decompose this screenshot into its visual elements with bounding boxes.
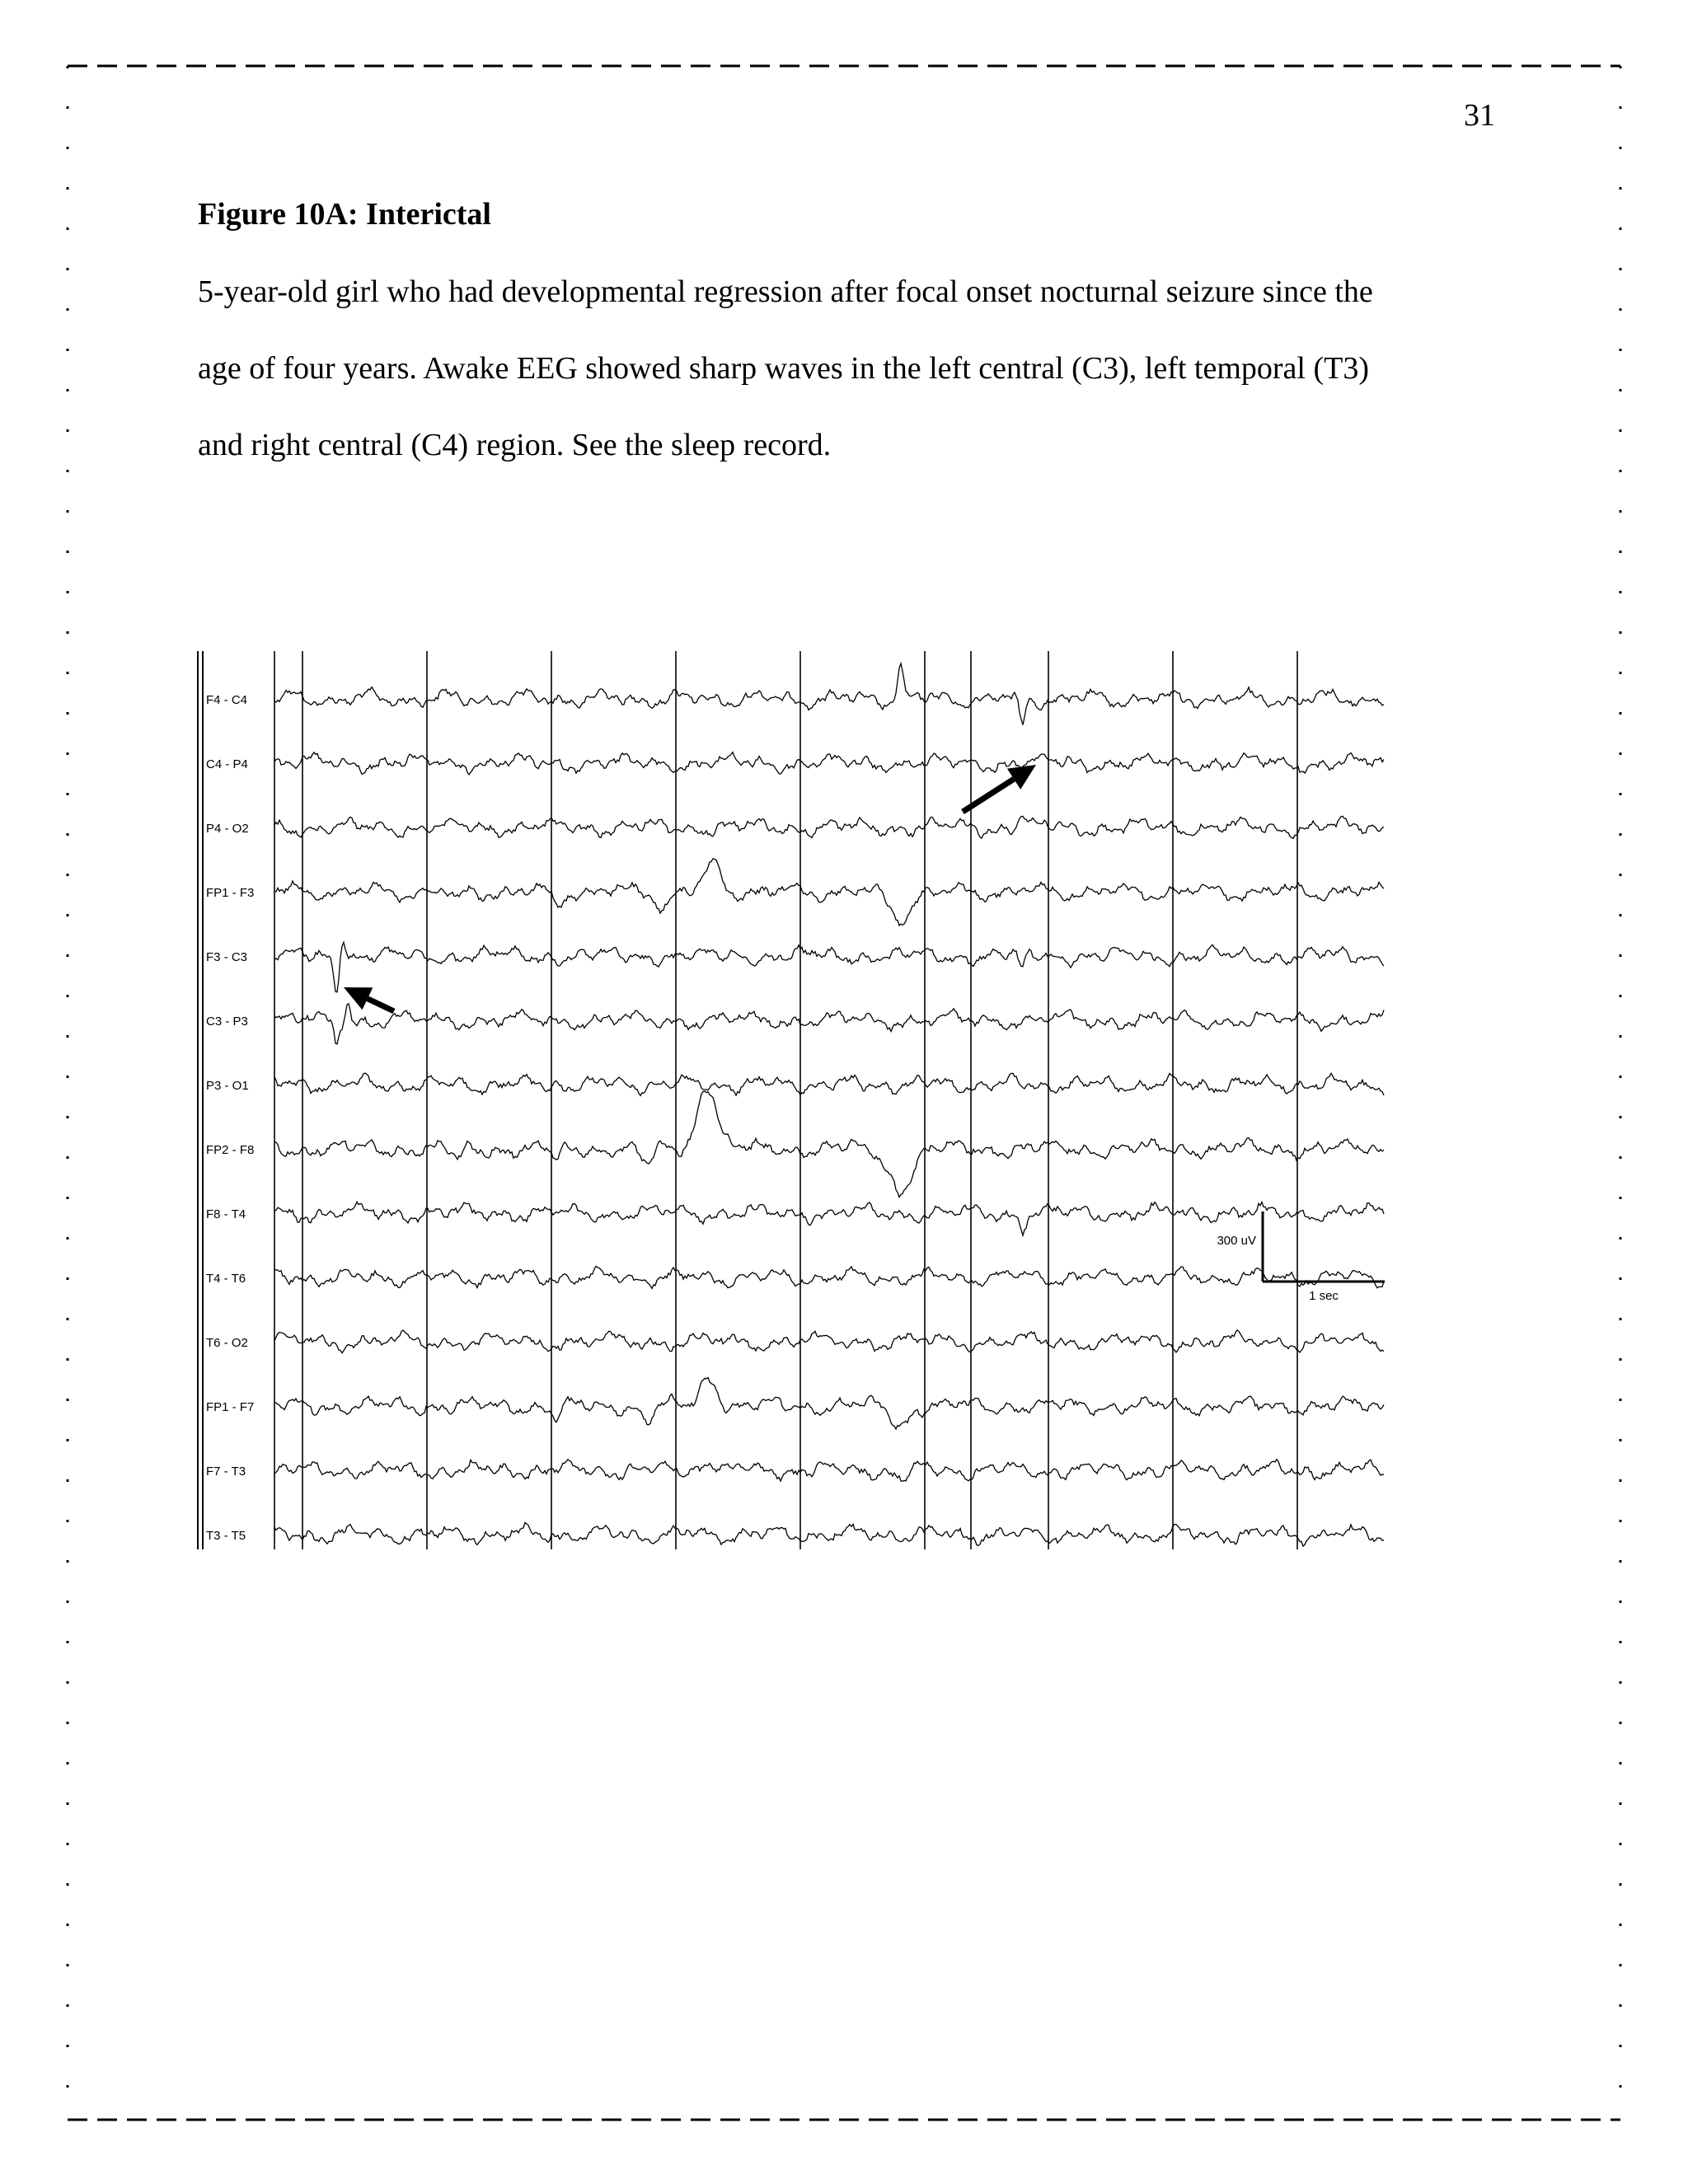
eeg-channel-label: FP2 - F8 bbox=[206, 1143, 255, 1157]
caption-line-3: and right central (C4) region. See the sleep record. bbox=[198, 428, 832, 462]
eeg-trace bbox=[274, 942, 1384, 992]
eeg-channel-labels bbox=[206, 693, 254, 1543]
arrow-icon bbox=[368, 999, 394, 1011]
eeg-channel-label: F7 - T3 bbox=[206, 1465, 246, 1479]
eeg-gridlines bbox=[198, 651, 1297, 1549]
eeg-trace bbox=[274, 1091, 1384, 1197]
eeg-traces bbox=[274, 663, 1384, 1546]
eeg-channel-label: C3 - P3 bbox=[206, 1015, 248, 1029]
eeg-trace bbox=[274, 1460, 1384, 1482]
eeg-trace bbox=[274, 1378, 1384, 1430]
eeg-trace bbox=[274, 663, 1384, 725]
eeg-channel-label: F4 - C4 bbox=[206, 693, 248, 707]
eeg-figure bbox=[190, 643, 1401, 1558]
eeg-channel-label: F3 - C3 bbox=[206, 950, 248, 964]
eeg-channel-label: T6 - O2 bbox=[206, 1336, 248, 1350]
eeg-trace bbox=[274, 1523, 1384, 1547]
eeg-trace bbox=[274, 816, 1384, 838]
eeg-trace bbox=[274, 752, 1384, 775]
figure-title: Figure 10A: Interictal bbox=[198, 197, 491, 232]
eeg-channel-label: T4 - T6 bbox=[206, 1272, 246, 1286]
eeg-channel-label: P4 - O2 bbox=[206, 822, 249, 836]
eeg-trace bbox=[274, 1004, 1384, 1044]
eeg-scale-bar bbox=[1217, 1212, 1385, 1303]
eeg-channel-label: FP1 - F3 bbox=[206, 886, 255, 900]
caption-line-1: 5-year-old girl who had developmental regression after focal onset nocturnal seizure since the bbox=[198, 274, 1373, 309]
eeg-trace bbox=[274, 859, 1384, 926]
eeg-arrows bbox=[344, 765, 1036, 1011]
eeg-trace bbox=[274, 1202, 1384, 1235]
scale-time-label: 1 sec bbox=[1309, 1289, 1339, 1303]
eeg-channel-label: F8 - T4 bbox=[206, 1207, 246, 1221]
eeg-trace bbox=[274, 1330, 1384, 1353]
eeg-plot bbox=[190, 643, 1401, 1558]
page-number: 31 bbox=[1464, 98, 1495, 133]
scale-amplitude-label: 300 uV bbox=[1217, 1234, 1256, 1248]
eeg-channel-label: FP1 - F7 bbox=[206, 1400, 255, 1414]
eeg-channel-label: T3 - T5 bbox=[206, 1529, 246, 1543]
caption-line-2: age of four years. Awake EEG showed sharp waves in the left central (C3), left temporal (T3) bbox=[198, 351, 1369, 386]
eeg-trace bbox=[274, 1073, 1384, 1095]
eeg-trace bbox=[274, 1266, 1384, 1288]
eeg-channel-label: P3 - O1 bbox=[206, 1079, 249, 1093]
eeg-channel-label: C4 - P4 bbox=[206, 757, 248, 771]
